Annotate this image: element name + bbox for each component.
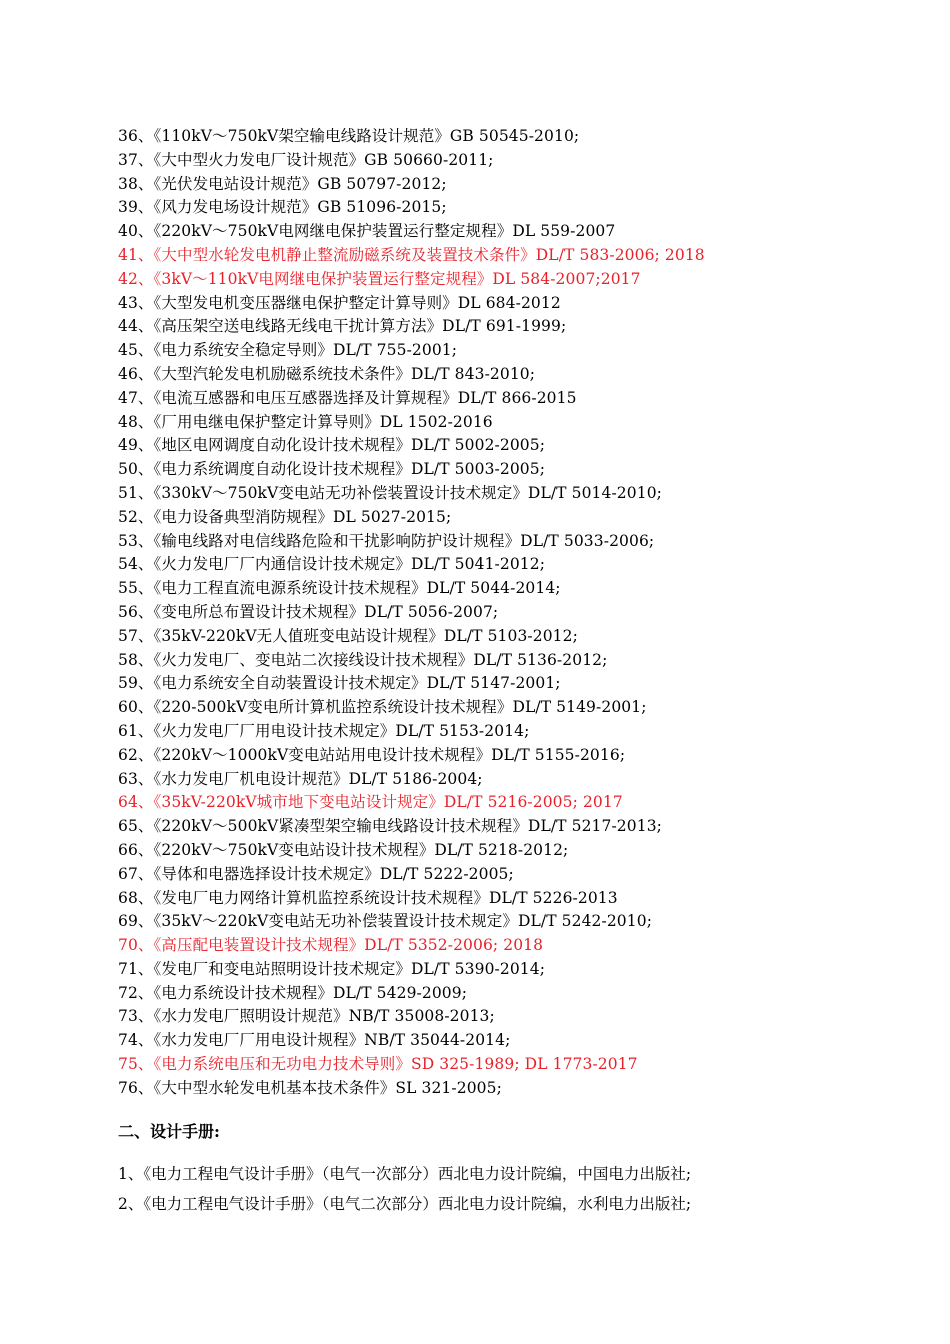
standard-item: 67、《导体和电器选择设计技术规定》DL/T 5222-2005; [118,864,514,883]
standard-item: 50、《电力系统调度自动化设计技术规程》DL/T 5003-2005; [118,460,546,479]
standard-item: 73、《水力发电厂照明设计规范》NB/T 35008-2013; [118,1007,495,1026]
standard-item: 58、《火力发电厂、变电站二次接线设计技术规程》DL/T 5136-2012; [118,650,608,669]
standard-item: 37、《大中型火力发电厂设计规范》GB 50660-2011; [118,150,494,169]
standard-item: 56、《变电所总布置设计技术规程》DL/T 5056-2007; [118,602,499,621]
manual-item: 1、《电力工程电气设计手册》（电气一次部分）西北电力设计院编，中国电力出版社; [118,1165,692,1183]
standard-item-highlighted: 42、《3kV～110kV电网继电保护装置运行整定规程》DL 584-2007;2017 [118,269,641,288]
manuals-list [118,1162,918,1222]
section-heading-design-manuals: 二、设计手册: [118,1122,220,1141]
standard-item: 44、《高压架空送电线路无线电干扰计算方法》DL/T 691-1999; [118,317,567,336]
standard-item: 52、《电力设备典型消防规程》DL 5027-2015; [118,507,452,526]
standard-item: 38、《光伏发电站设计规范》GB 50797-2012; [118,174,447,193]
standard-item: 57、《35kV-220kV无人值班变电站设计规程》DL/T 5103-2012; [118,626,578,645]
standard-item: 62、《220kV～1000kV变电站站用电设计技术规程》DL/T 5155-2016; [118,745,626,764]
standard-item: 68、《发电厂电力网络计算机监控系统设计技术规程》DL/T 5226-2013 [118,888,618,907]
standard-item-highlighted: 70、《高压配电装置设计技术规程》DL/T 5352-2006; 2018 [118,936,544,955]
standard-item: 55、《电力工程直流电源系统设计技术规程》DL/T 5044-2014; [118,579,561,598]
standard-item-highlighted: 41、《大中型水轮发电机静止整流励磁系统及装置技术条件》DL/T 583-2006; 2018 [118,245,705,264]
standard-item: 54、《火力发电厂厂内通信设计技术规定》DL/T 5041-2012; [118,555,546,574]
standard-item: 65、《220kV～500kV紧凑型架空输电线路设计技术规程》DL/T 5217-2013; [118,817,662,836]
manual-item: 2、《电力工程电气设计手册》（电气二次部分）西北电力设计院编，水利电力出版社; [118,1195,692,1213]
standard-item-highlighted: 75、《电力系统电压和无功电力技术导则》SD 325-1989; DL 1773-2017 [118,1055,638,1074]
standard-item: 43、《大型发电机变压器继电保护整定计算导则》DL 684-2012 [118,293,561,312]
standard-item: 61、《火力发电厂厂用电设计技术规定》DL/T 5153-2014; [118,721,530,740]
standard-item: 76、《大中型水轮发电机基本技术条件》SL 321-2005; [118,1078,502,1097]
standard-item: 49、《地区电网调度自动化设计技术规程》DL/T 5002-2005; [118,436,546,455]
standard-item: 59、《电力系统安全自动装置设计技术规定》DL/T 5147-2001; [118,674,561,693]
standard-item: 74、《水力发电厂厂用电设计规程》NB/T 35044-2014; [118,1031,511,1050]
standard-item: 72、《电力系统设计技术规程》DL/T 5429-2009; [118,983,468,1002]
standard-item: 51、《330kV～750kV变电站无功补偿装置设计技术规定》DL/T 5014-2010; [118,483,662,502]
standards-list [118,125,918,1101]
standard-item: 48、《厂用电继电保护整定计算导则》DL 1502-2016 [118,412,493,431]
standard-item: 47、《电流互感器和电压互感器选择及计算规程》DL/T 866-2015 [118,388,577,407]
standard-item: 66、《220kV～750kV变电站设计技术规程》DL/T 5218-2012; [118,840,569,859]
standard-item: 63、《水力发电厂机电设计规范》DL/T 5186-2004; [118,769,483,788]
standard-item-highlighted: 64、《35kV-220kV城市地下变电站设计规定》DL/T 5216-2005; 2017 [118,793,623,812]
standard-item: 46、《大型汽轮发电机励磁系统技术条件》DL/T 843-2010; [118,364,536,383]
standard-item: 40、《220kV～750kV电网继电保护装置运行整定规程》DL 559-2007 [118,222,616,241]
standard-item: 45、《电力系统安全稳定导则》DL/T 755-2001; [118,341,458,360]
standard-item: 39、《风力发电场设计规范》GB 51096-2015; [118,198,447,217]
standard-item: 53、《输电线路对电信线路危险和干扰影响防护设计规程》DL/T 5033-2006; [118,531,655,550]
standard-item: 36、《110kV～750kV架空输电线路设计规范》GB 50545-2010; [118,127,580,145]
standard-item: 71、《发电厂和变电站照明设计技术规定》DL/T 5390-2014; [118,959,546,978]
standard-item: 60、《220-500kV变电所计算机监控系统设计技术规程》DL/T 5149-2001; [118,698,647,717]
standard-item: 69、《35kV～220kV变电站无功补偿装置设计技术规定》DL/T 5242-2010; [118,912,653,931]
